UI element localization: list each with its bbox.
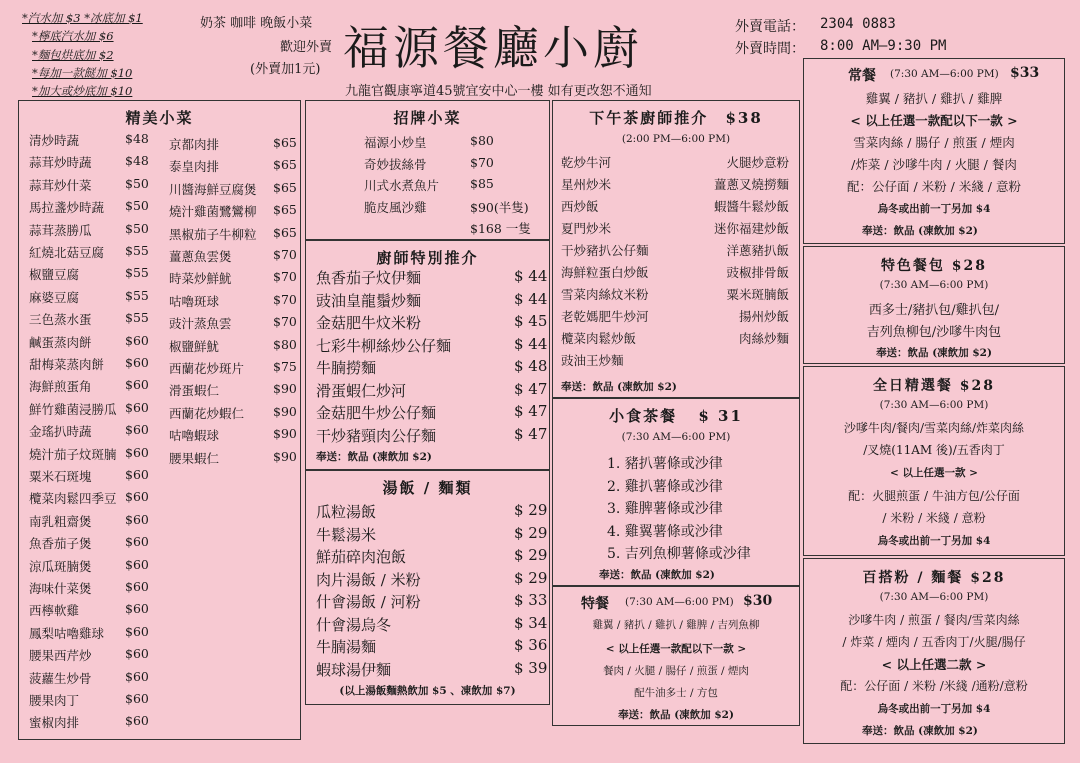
item-price: $ 36 bbox=[514, 636, 548, 654]
item-name: 滑蛋蝦仁炒河 bbox=[316, 381, 407, 400]
item-name: 魚香茄子煲 bbox=[29, 536, 92, 552]
regular-price: $33 bbox=[1010, 65, 1040, 81]
item-name: 燒汁茄子炆斑腩 bbox=[29, 446, 117, 462]
item-name: 川醬海鮮豆腐煲 bbox=[169, 181, 257, 197]
item-price: $ 29 bbox=[514, 523, 548, 542]
item-name: 4. 雞翼薯條或沙律 bbox=[607, 523, 723, 540]
item-name: 金菇肥牛炆米粉 bbox=[316, 314, 422, 332]
snack-time: (7:30 AM—6:00 PM) bbox=[621, 431, 731, 443]
item-price: $60 bbox=[125, 579, 149, 594]
chushi-note: 奉送：飲品 (凍飲加 $2) bbox=[316, 451, 432, 463]
item-price: $90 bbox=[273, 403, 297, 419]
item-price: $ 48 bbox=[514, 357, 548, 375]
jingmei-title: 精美小菜 bbox=[125, 109, 194, 127]
item-price: $65 bbox=[273, 179, 297, 195]
item-name: 京都肉排 bbox=[169, 137, 220, 152]
snack-row bbox=[607, 453, 797, 473]
snack-row bbox=[607, 543, 797, 563]
tangfan-note: (以上湯飯麵熱飲加 $5 、凍飲加 $7) bbox=[339, 685, 516, 697]
afternoon-item: 西炒飯 bbox=[561, 199, 599, 214]
item-name: 鮮茄碎肉泡飯 bbox=[316, 548, 407, 566]
regular-line4: 配：公仔面 / 米粉 / 米綫 / 意粉 bbox=[847, 179, 1021, 194]
snack-row bbox=[607, 498, 797, 518]
item-price: $ 45 bbox=[514, 312, 548, 330]
item-name: 咕嚕蝦球 bbox=[169, 428, 220, 444]
chushi-title: 廚師特別推介 bbox=[376, 249, 479, 267]
item-price: $50 bbox=[125, 198, 149, 214]
item-name: 粟米石斑塊 bbox=[29, 469, 92, 484]
item-name: 西檸軟雞 bbox=[29, 603, 80, 619]
baida-section bbox=[803, 558, 1065, 744]
note-large: *加大或炒底加 $10 bbox=[32, 84, 133, 98]
special-rule: < 以上任選一款配以下一款 > bbox=[605, 643, 747, 655]
item-price: $90 bbox=[273, 448, 297, 464]
tangfan-section bbox=[305, 470, 550, 705]
item-price: $90 bbox=[273, 381, 297, 397]
item-price: $60 bbox=[125, 646, 149, 662]
item-price: $55 bbox=[125, 265, 149, 281]
note-soda: *汽水加 $3 *冰底加 $1 bbox=[22, 11, 143, 25]
baida-time: (7:30 AM—6:00 PM) bbox=[879, 591, 989, 603]
item-name: 蒜茸炒什菜 bbox=[29, 177, 92, 193]
item-price: $ 47 bbox=[514, 402, 548, 420]
item-price: $ 44 bbox=[514, 334, 548, 353]
zhaopai-section bbox=[305, 100, 550, 240]
item-price: $ 34 bbox=[514, 613, 548, 632]
regular-note: 奉送：飲品 (凍飲加 $2) bbox=[862, 225, 978, 237]
item-name: 鳳梨咕嚕雞球 bbox=[29, 625, 105, 641]
note-lemon-soda: *檸底汽水加 $6 bbox=[32, 29, 114, 43]
item-price: $ 44 bbox=[514, 289, 548, 308]
afternoon-item: 迷你福建炒飯 bbox=[713, 221, 789, 236]
item-name: 七彩牛柳絲炒公仔麵 bbox=[316, 336, 452, 355]
item-name: 海味什菜煲 bbox=[29, 581, 92, 596]
item-name: 腰果蝦仁 bbox=[169, 450, 220, 466]
item-price: $65 bbox=[273, 157, 297, 173]
bread-time: (7:30 AM—6:00 PM) bbox=[879, 279, 989, 291]
afternoon-item: 乾炒牛河 bbox=[561, 155, 612, 170]
allday-line4: / 米粉 / 米綫 / 意粉 bbox=[882, 511, 986, 525]
special-section bbox=[552, 586, 800, 726]
snack-row bbox=[607, 476, 797, 496]
snack-row bbox=[607, 521, 797, 541]
item-name: 西蘭花炒斑片 bbox=[169, 361, 245, 376]
item-name: 什會湯飯 / 河粉 bbox=[316, 593, 421, 611]
item-name: 燒汁雞菌鷺鸞柳 bbox=[169, 204, 257, 220]
regular-rule: < 以上任選一款配以下一款 > bbox=[850, 113, 1018, 128]
afternoon-item: 欖菜肉鬆炒飯 bbox=[561, 331, 637, 346]
baida-line1: 沙嗲牛肉 / 煎蛋 / 餐肉/雪菜肉絲 bbox=[848, 613, 1020, 627]
zhaopai-title: 招牌小菜 bbox=[393, 109, 462, 127]
item-price: $55 bbox=[125, 310, 149, 326]
afternoon-item: 蝦醬牛鬆炒飯 bbox=[713, 199, 789, 214]
item-price: $60 bbox=[125, 511, 149, 527]
item-price: $ 29 bbox=[514, 501, 548, 519]
phone-number: 2304 0883 bbox=[820, 16, 896, 32]
item-price: $50 bbox=[125, 175, 149, 191]
item-name: 金菇肥牛炒公仔麵 bbox=[316, 404, 437, 422]
welcome-text: 歡迎外賣 bbox=[280, 40, 333, 55]
jingmei-section bbox=[18, 100, 301, 740]
item-name: 時菜炒鮮魷 bbox=[169, 271, 232, 287]
tangfan-title: 湯飯 / 麵類 bbox=[382, 479, 473, 497]
item-name: 1. 豬扒薯條或沙律 bbox=[607, 456, 723, 472]
item-name: 3. 雞脾薯條或沙律 bbox=[607, 501, 723, 517]
special-line3: 配牛油多士 / 方包 bbox=[634, 687, 718, 699]
snack-title bbox=[553, 405, 799, 426]
allday-title: 全日精選餐 $28 bbox=[872, 378, 996, 394]
item-price: $65 bbox=[273, 224, 297, 240]
item-name: 滑蛋蝦仁 bbox=[169, 383, 220, 399]
afternoon-item: 揚州炒飯 bbox=[738, 309, 789, 324]
item-price: $168 一隻 bbox=[470, 221, 531, 236]
afternoon-item: 海鮮粒蛋白炒飯 bbox=[561, 265, 649, 280]
baida-rule: < 以上任選二款 > bbox=[881, 657, 987, 672]
regular-extra: 烏冬或出前一丁另加 $4 bbox=[877, 203, 991, 215]
note-toast: *麵包烘底加 $2 bbox=[32, 48, 114, 62]
bread-section bbox=[803, 246, 1065, 364]
item-price: $ 29 bbox=[514, 568, 548, 587]
item-price: $ 29 bbox=[514, 546, 548, 564]
special-title: 特餐 bbox=[581, 596, 609, 612]
item-name: 鹹蛋蒸肉餅 bbox=[29, 334, 92, 350]
item-name: 牛腩湯麵 bbox=[316, 638, 377, 656]
item-name: 西蘭花炒蝦仁 bbox=[169, 405, 245, 421]
item-price: $ 44 bbox=[514, 267, 548, 285]
chushi-section bbox=[305, 240, 550, 470]
afternoon-item: 老乾媽肥牛炒河 bbox=[561, 309, 649, 324]
item-name: 5. 吉列魚柳薯條或沙律 bbox=[607, 546, 751, 562]
item-price: $65 bbox=[273, 135, 297, 150]
hours-value: 8:00 AM—9:30 PM bbox=[820, 38, 947, 54]
item-name: 肉片湯飯 / 米粉 bbox=[316, 570, 421, 589]
item-price: $80 bbox=[470, 133, 494, 148]
afternoon-item: 雪菜肉絲炆米粉 bbox=[561, 287, 649, 302]
afternoon-item: 粟米斑腩飯 bbox=[726, 287, 789, 302]
bread-title: 特色餐包 $28 bbox=[880, 258, 988, 274]
item-name: 川式水煮魚片 bbox=[364, 178, 440, 193]
item-price: $ 39 bbox=[514, 658, 548, 677]
allday-extra: 烏冬或出前一丁另加 $4 bbox=[877, 535, 991, 547]
item-name: 牛腩撈麵 bbox=[316, 359, 377, 377]
item-name: 黑椒茄子牛柳粒 bbox=[169, 226, 257, 242]
item-price: $60 bbox=[125, 399, 149, 415]
item-name: 鮮竹雞菌浸勝瓜 bbox=[29, 401, 117, 417]
item-name: 椒鹽鮮魷 bbox=[169, 338, 220, 354]
item-price: $90(半隻) bbox=[470, 199, 529, 215]
afternoon-title-text: 下午茶廚師推介 bbox=[589, 109, 709, 127]
item-price: $60 bbox=[125, 355, 149, 370]
item-name: 欖菜肉鬆四季豆 bbox=[29, 491, 117, 507]
restaurant-name: 福源餐廳小廚 bbox=[343, 21, 643, 75]
item-name: 腰果西芹炒 bbox=[29, 648, 92, 664]
afternoon-item: 夏門炒米 bbox=[561, 221, 612, 236]
item-price: $70 bbox=[470, 154, 494, 170]
item-name: 豉汁蒸魚雲 bbox=[169, 316, 232, 332]
item-name: 什會湯烏冬 bbox=[316, 615, 392, 634]
item-name: 紅燒北菇豆腐 bbox=[29, 245, 105, 260]
item-name: 福源小炒皇 bbox=[364, 135, 427, 150]
regular-section bbox=[803, 58, 1065, 244]
item-name: 牛鬆湯米 bbox=[316, 525, 377, 544]
item-name: 腰果肉丁 bbox=[29, 693, 80, 708]
item-price: $60 bbox=[125, 691, 149, 706]
item-name: 三色蒸水蛋 bbox=[29, 312, 92, 328]
item-price: $60 bbox=[125, 467, 149, 482]
regular-title: 常餐 bbox=[848, 68, 876, 84]
item-price: $60 bbox=[125, 422, 149, 438]
afternoon-time: (2:00 PM—6:00 PM) bbox=[621, 133, 731, 145]
item-price: $85 bbox=[470, 176, 494, 191]
item-name: 脆皮風沙雞 bbox=[364, 199, 427, 215]
afternoon-item: 薑蔥叉燒撈麵 bbox=[713, 177, 789, 192]
afternoon-item: 火腿炒意粉 bbox=[726, 155, 789, 170]
regular-line3: /炸菜 / 沙嗲牛肉 / 火腿 / 餐肉 bbox=[851, 157, 1017, 172]
special-line1: 雞翼 / 豬扒 / 雞扒 / 雞脾 / 吉列魚柳 bbox=[592, 619, 760, 631]
snack-title-text: 小食茶餐 bbox=[609, 407, 678, 425]
item-name: 清炒時蔬 bbox=[29, 133, 80, 148]
item-name: 咕嚕斑球 bbox=[169, 293, 220, 309]
item-price: $65 bbox=[273, 202, 297, 218]
item-price: $60 bbox=[125, 601, 149, 617]
item-price: $90 bbox=[273, 426, 297, 442]
item-name: 蝦球湯伊麵 bbox=[316, 660, 392, 679]
snack-price: $ 31 bbox=[698, 407, 743, 425]
item-price: $60 bbox=[125, 377, 149, 393]
note-extra-dish: *每加一款餸加 $10 bbox=[32, 66, 133, 80]
item-name: 蒜茸蒸勝瓜 bbox=[29, 222, 92, 238]
allday-line3: 配：火腿煎蛋 / 牛油方包/公仔面 bbox=[848, 489, 1020, 503]
regular-time: (7:30 AM—6:00 PM) bbox=[890, 68, 999, 80]
afternoon-item: 干炒豬扒公仔麵 bbox=[561, 243, 649, 258]
item-price: $80 bbox=[273, 336, 297, 352]
item-price: $55 bbox=[125, 243, 149, 258]
special-price: $30 bbox=[743, 593, 773, 609]
item-name: 金瑤扒時蔬 bbox=[29, 424, 92, 440]
item-price: $60 bbox=[125, 489, 149, 505]
item-name: 魚香茄子炆伊麵 bbox=[316, 269, 422, 287]
hours-label: 外賣時間： bbox=[735, 41, 805, 57]
item-name: 菠蘿生炒骨 bbox=[29, 670, 92, 686]
item-price: $60 bbox=[125, 534, 149, 550]
afternoon-item: 星州炒米 bbox=[561, 177, 612, 192]
item-price: $ 47 bbox=[514, 379, 548, 398]
item-price: $ 33 bbox=[514, 591, 548, 609]
item-price: $ 47 bbox=[514, 424, 548, 443]
baida-line3: 配：公仔面 / 米粉 /米綫 /通粉/意粉 bbox=[840, 679, 1028, 693]
item-price: $60 bbox=[125, 713, 149, 729]
item-name: 豉油皇龍鬚炒麵 bbox=[316, 291, 422, 310]
item-price: $60 bbox=[125, 444, 149, 460]
allday-rule: < 以上任選一款 > bbox=[890, 467, 978, 479]
item-price: $50 bbox=[125, 220, 149, 236]
afternoon-item: 肉絲炒麵 bbox=[738, 331, 789, 346]
bread-line1: 西多士/豬扒包/雞扒包/ bbox=[868, 303, 1000, 318]
snack-section bbox=[552, 398, 800, 586]
item-price: $75 bbox=[273, 359, 297, 374]
afternoon-section bbox=[552, 100, 800, 398]
bread-line2: 吉列魚柳包/沙嗲牛肉包 bbox=[866, 325, 1002, 340]
item-name: 馬拉盞炒時蔬 bbox=[29, 200, 105, 216]
item-price: $55 bbox=[125, 287, 149, 303]
afternoon-price: $38 bbox=[725, 109, 763, 127]
afternoon-title bbox=[553, 107, 799, 128]
item-price: $70 bbox=[273, 247, 297, 262]
allday-line1: 沙嗲牛肉/餐肉/雪菜肉絲/炸菜肉絲 bbox=[843, 421, 1025, 435]
snack-note: 奉送：飲品 (凍飲加 $2) bbox=[599, 569, 715, 581]
item-name: 甜梅菜蒸肉餅 bbox=[29, 357, 105, 372]
baida-extra: 烏冬或出前一丁另加 $4 bbox=[877, 703, 991, 715]
address: 九龍官觀康寧道45號宜安中心一樓 如有更改恕不通知 bbox=[345, 84, 652, 99]
regular-line2: 雪菜肉絲 / 腸仔 / 煎蛋 / 煙肉 bbox=[853, 135, 1015, 150]
takeaway-extra: (外賣加1元) bbox=[250, 62, 321, 77]
special-line2: 餐肉 / 火腿 / 腸仔 / 煎蛋 / 煙肉 bbox=[603, 665, 749, 677]
item-name: 奇妙拔絲骨 bbox=[364, 156, 427, 172]
baida-line2: / 炸菜 / 煙肉 / 五香肉丁/火腿/腸仔 bbox=[842, 635, 1026, 649]
baida-note: 奉送：飲品 (凍飲加 $2) bbox=[862, 725, 978, 737]
item-name: 蒜茸炒時蔬 bbox=[29, 155, 92, 171]
item-price: $60 bbox=[125, 623, 149, 639]
allday-section bbox=[803, 366, 1065, 556]
phone-label: 外賣電話： bbox=[735, 19, 805, 35]
afternoon-item: 豉油王炒麵 bbox=[561, 353, 624, 368]
item-price: $60 bbox=[125, 668, 149, 684]
special-time: (7:30 AM—6:00 PM) bbox=[625, 596, 734, 608]
item-name: 海鮮煎蛋角 bbox=[29, 379, 92, 395]
item-price: $70 bbox=[273, 291, 297, 307]
afternoon-item: 洋蔥豬扒飯 bbox=[726, 243, 789, 258]
drinks-line: 奶茶 咖啡 晚飯小菜 bbox=[200, 16, 313, 31]
afternoon-note: 奉送：飲品 (凍飲加 $2) bbox=[561, 381, 677, 393]
regular-line1: 雞翼 / 豬扒 / 雞扒 / 雞脾 bbox=[865, 91, 1003, 106]
item-name: 蜜椒肉排 bbox=[29, 715, 80, 731]
special-note: 奉送：飲品 (凍飲加 $2) bbox=[618, 709, 734, 721]
allday-time: (7:30 AM—6:00 PM) bbox=[879, 399, 989, 411]
item-price: $70 bbox=[273, 314, 297, 330]
baida-title: 百搭粉 / 麵餐 $28 bbox=[862, 570, 1006, 586]
item-name: 涼瓜斑腩煲 bbox=[29, 558, 92, 574]
item-name: 泰皇肉排 bbox=[169, 159, 220, 175]
item-price: $48 bbox=[125, 153, 149, 169]
allday-line2: /叉燒(11AM 後)/五香肉丁 bbox=[863, 443, 1005, 457]
item-price: $60 bbox=[125, 556, 149, 572]
item-price: $48 bbox=[125, 131, 149, 146]
item-name: 麻婆豆腐 bbox=[29, 289, 80, 305]
item-name: 南乳粗齋煲 bbox=[29, 513, 92, 529]
item-price: $70 bbox=[273, 269, 297, 285]
item-name: 瓜粒湯飯 bbox=[316, 503, 377, 521]
item-name: 2. 雞扒薯條或沙律 bbox=[607, 478, 723, 495]
afternoon-item: 豉椒排骨飯 bbox=[726, 265, 789, 280]
item-name: 椒鹽豆腐 bbox=[29, 267, 80, 283]
item-name: 干炒豬頸肉公仔麵 bbox=[316, 426, 437, 445]
item-price: $60 bbox=[125, 332, 149, 348]
bread-note: 奉送：飲品 (凍飲加 $2) bbox=[876, 347, 992, 359]
item-name: 薑蔥魚雲煲 bbox=[169, 249, 232, 264]
